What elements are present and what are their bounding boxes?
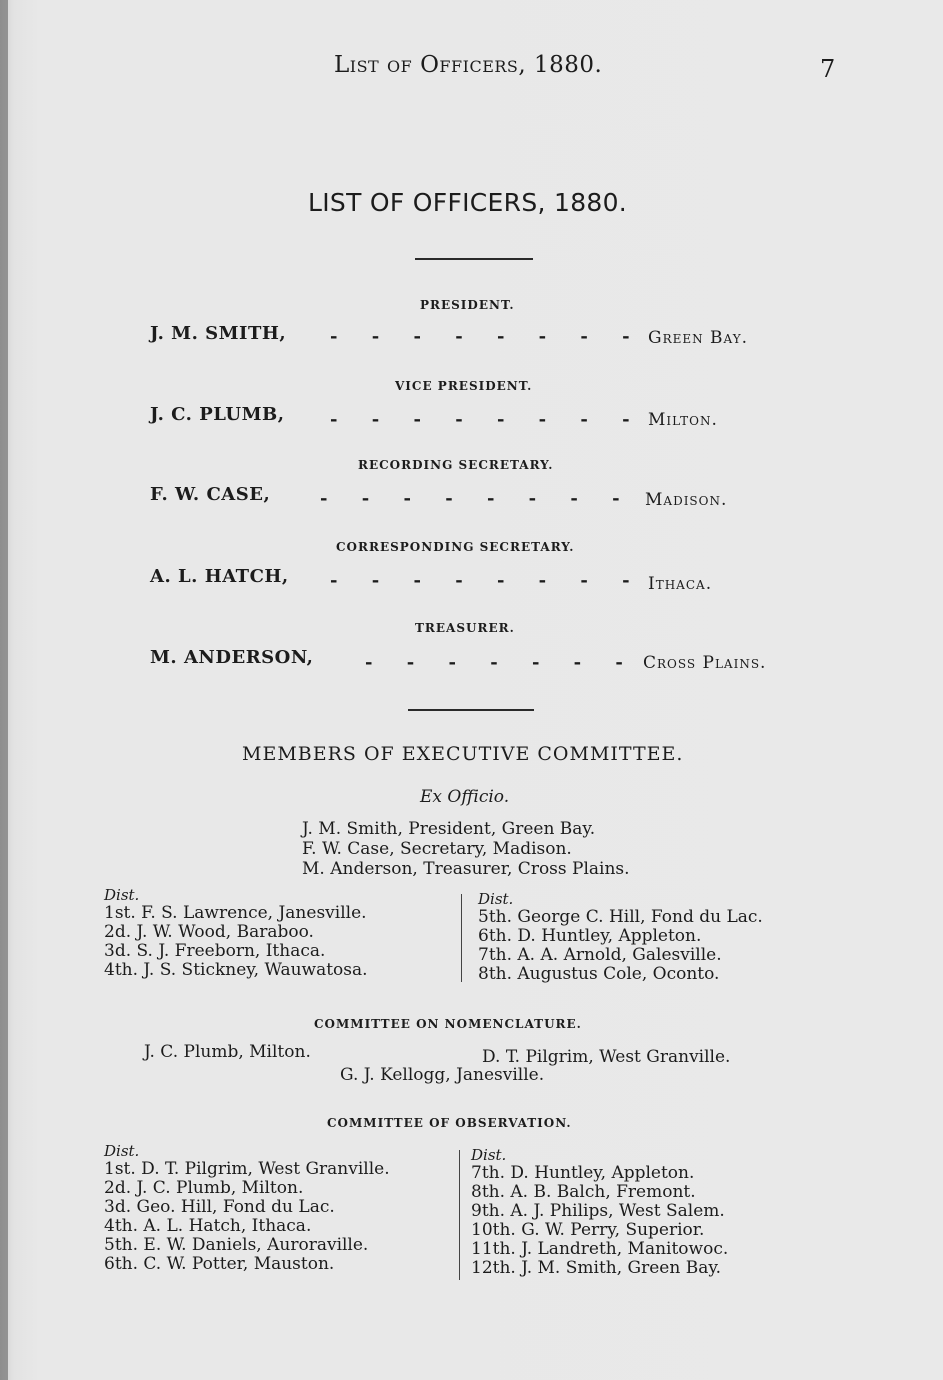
list-item: 4th. A. L. Hatch, Ithaca. [104, 1216, 312, 1236]
list-item: 5th. George C. Hill, Fond du Lac. [478, 907, 763, 927]
nomenclature-member: G. J. Kellogg, Janesville. [340, 1065, 545, 1085]
title-rule [415, 258, 533, 260]
officer-name: F. W. CASE, [150, 484, 271, 505]
column-divider [461, 894, 462, 982]
list-item: 7th. A. A. Arnold, Galesville. [478, 945, 722, 965]
nomenclature-member: D. T. Pilgrim, West Granville. [482, 1047, 731, 1067]
list-item: 7th. D. Huntley, Appleton. [471, 1163, 695, 1183]
ex-officio-member: F. W. Case, Secretary, Madison. [302, 839, 572, 859]
officer-place: Ithaca. [648, 574, 713, 594]
list-item: 1st. D. T. Pilgrim, West Granville. [104, 1159, 390, 1179]
observation-left-column [104, 1142, 390, 1274]
list-item: 11th. J. Landreth, Manitowoc. [471, 1239, 729, 1259]
office-corresponding-secretary: CORRESPONDING SECRETARY. [336, 540, 575, 554]
column-divider [459, 1150, 460, 1280]
ex-officio-label: Ex Officio. [420, 787, 510, 807]
leader-dots: - - - - - - - - [320, 488, 634, 509]
executive-committee-title: MEMBERS OF EXECUTIVE COMMITTEE. [242, 743, 684, 765]
leader-dots: - - - - - - - [365, 652, 637, 673]
list-item: 2d. J. W. Wood, Baraboo. [104, 922, 314, 942]
nomenclature-member: J. C. Plumb, Milton. [144, 1042, 311, 1062]
list-item: 5th. E. W. Daniels, Auroraville. [104, 1235, 369, 1255]
list-item: 8th. A. B. Balch, Fremont. [471, 1182, 696, 1202]
leader-dots: - - - - - - - - [330, 326, 644, 347]
executive-right-column [478, 890, 763, 984]
list-item: 8th. Augustus Cole, Oconto. [478, 964, 720, 984]
running-head: List of Officers, 1880. [334, 52, 603, 78]
list-item: 2d. J. C. Plumb, Milton. [104, 1178, 304, 1198]
list-item: 3d. Geo. Hill, Fond du Lac. [104, 1197, 335, 1217]
leader-dots: - - - - - - - - [330, 409, 644, 430]
officer-name: A. L. HATCH, [150, 566, 289, 587]
list-item: 3d. S. J. Freeborn, Ithaca. [104, 941, 326, 961]
observation-committee-title: COMMITTEE OF OBSERVATION. [327, 1116, 572, 1130]
leader-dots: - - - - - - - - [330, 570, 644, 591]
ex-officio-member: M. Anderson, Treasurer, Cross Plains. [302, 859, 630, 879]
observation-right-column [471, 1146, 728, 1278]
list-item: 12th. J. M. Smith, Green Bay. [471, 1258, 722, 1278]
list-item: 6th. D. Huntley, Appleton. [478, 926, 702, 946]
list-item: 6th. C. W. Potter, Mauston. [104, 1254, 335, 1274]
executive-left-column [104, 886, 368, 980]
list-item: 4th. J. S. Stickney, Wauwatosa. [104, 960, 368, 980]
officer-name: M. ANDERSON, [150, 647, 314, 668]
dist-label: Dist. [471, 1146, 507, 1164]
officer-name: J. M. SMITH, [150, 323, 287, 344]
office-vice-president: VICE PRESIDENT. [395, 379, 533, 393]
dist-label: Dist. [478, 890, 514, 908]
page-title: LIST OF OFFICERS, 1880. [308, 188, 628, 217]
officer-place: Madison. [645, 490, 728, 510]
dist-label: Dist. [104, 1142, 140, 1160]
officer-place: Green Bay. [648, 328, 749, 348]
page-number: 7 [820, 55, 836, 83]
list-item: 9th. A. J. Philips, West Salem. [471, 1201, 725, 1221]
office-treasurer: TREASURER. [415, 621, 515, 635]
dist-label: Dist. [104, 886, 140, 904]
section-rule [408, 709, 534, 711]
list-item: 10th. G. W. Perry, Superior. [471, 1220, 705, 1240]
list-item: 1st. F. S. Lawrence, Janesville. [104, 903, 367, 923]
officer-place: Cross Plains. [643, 653, 767, 673]
officer-place: Milton. [648, 410, 718, 430]
officer-name: J. C. PLUMB, [150, 404, 285, 425]
ex-officio-member: J. M. Smith, President, Green Bay. [302, 819, 596, 839]
office-recording-secretary: RECORDING SECRETARY. [358, 458, 554, 472]
binding-edge [0, 0, 8, 1380]
nomenclature-committee-title: COMMITTEE ON NOMENCLATURE. [314, 1017, 582, 1031]
office-president: PRESIDENT. [420, 298, 515, 312]
